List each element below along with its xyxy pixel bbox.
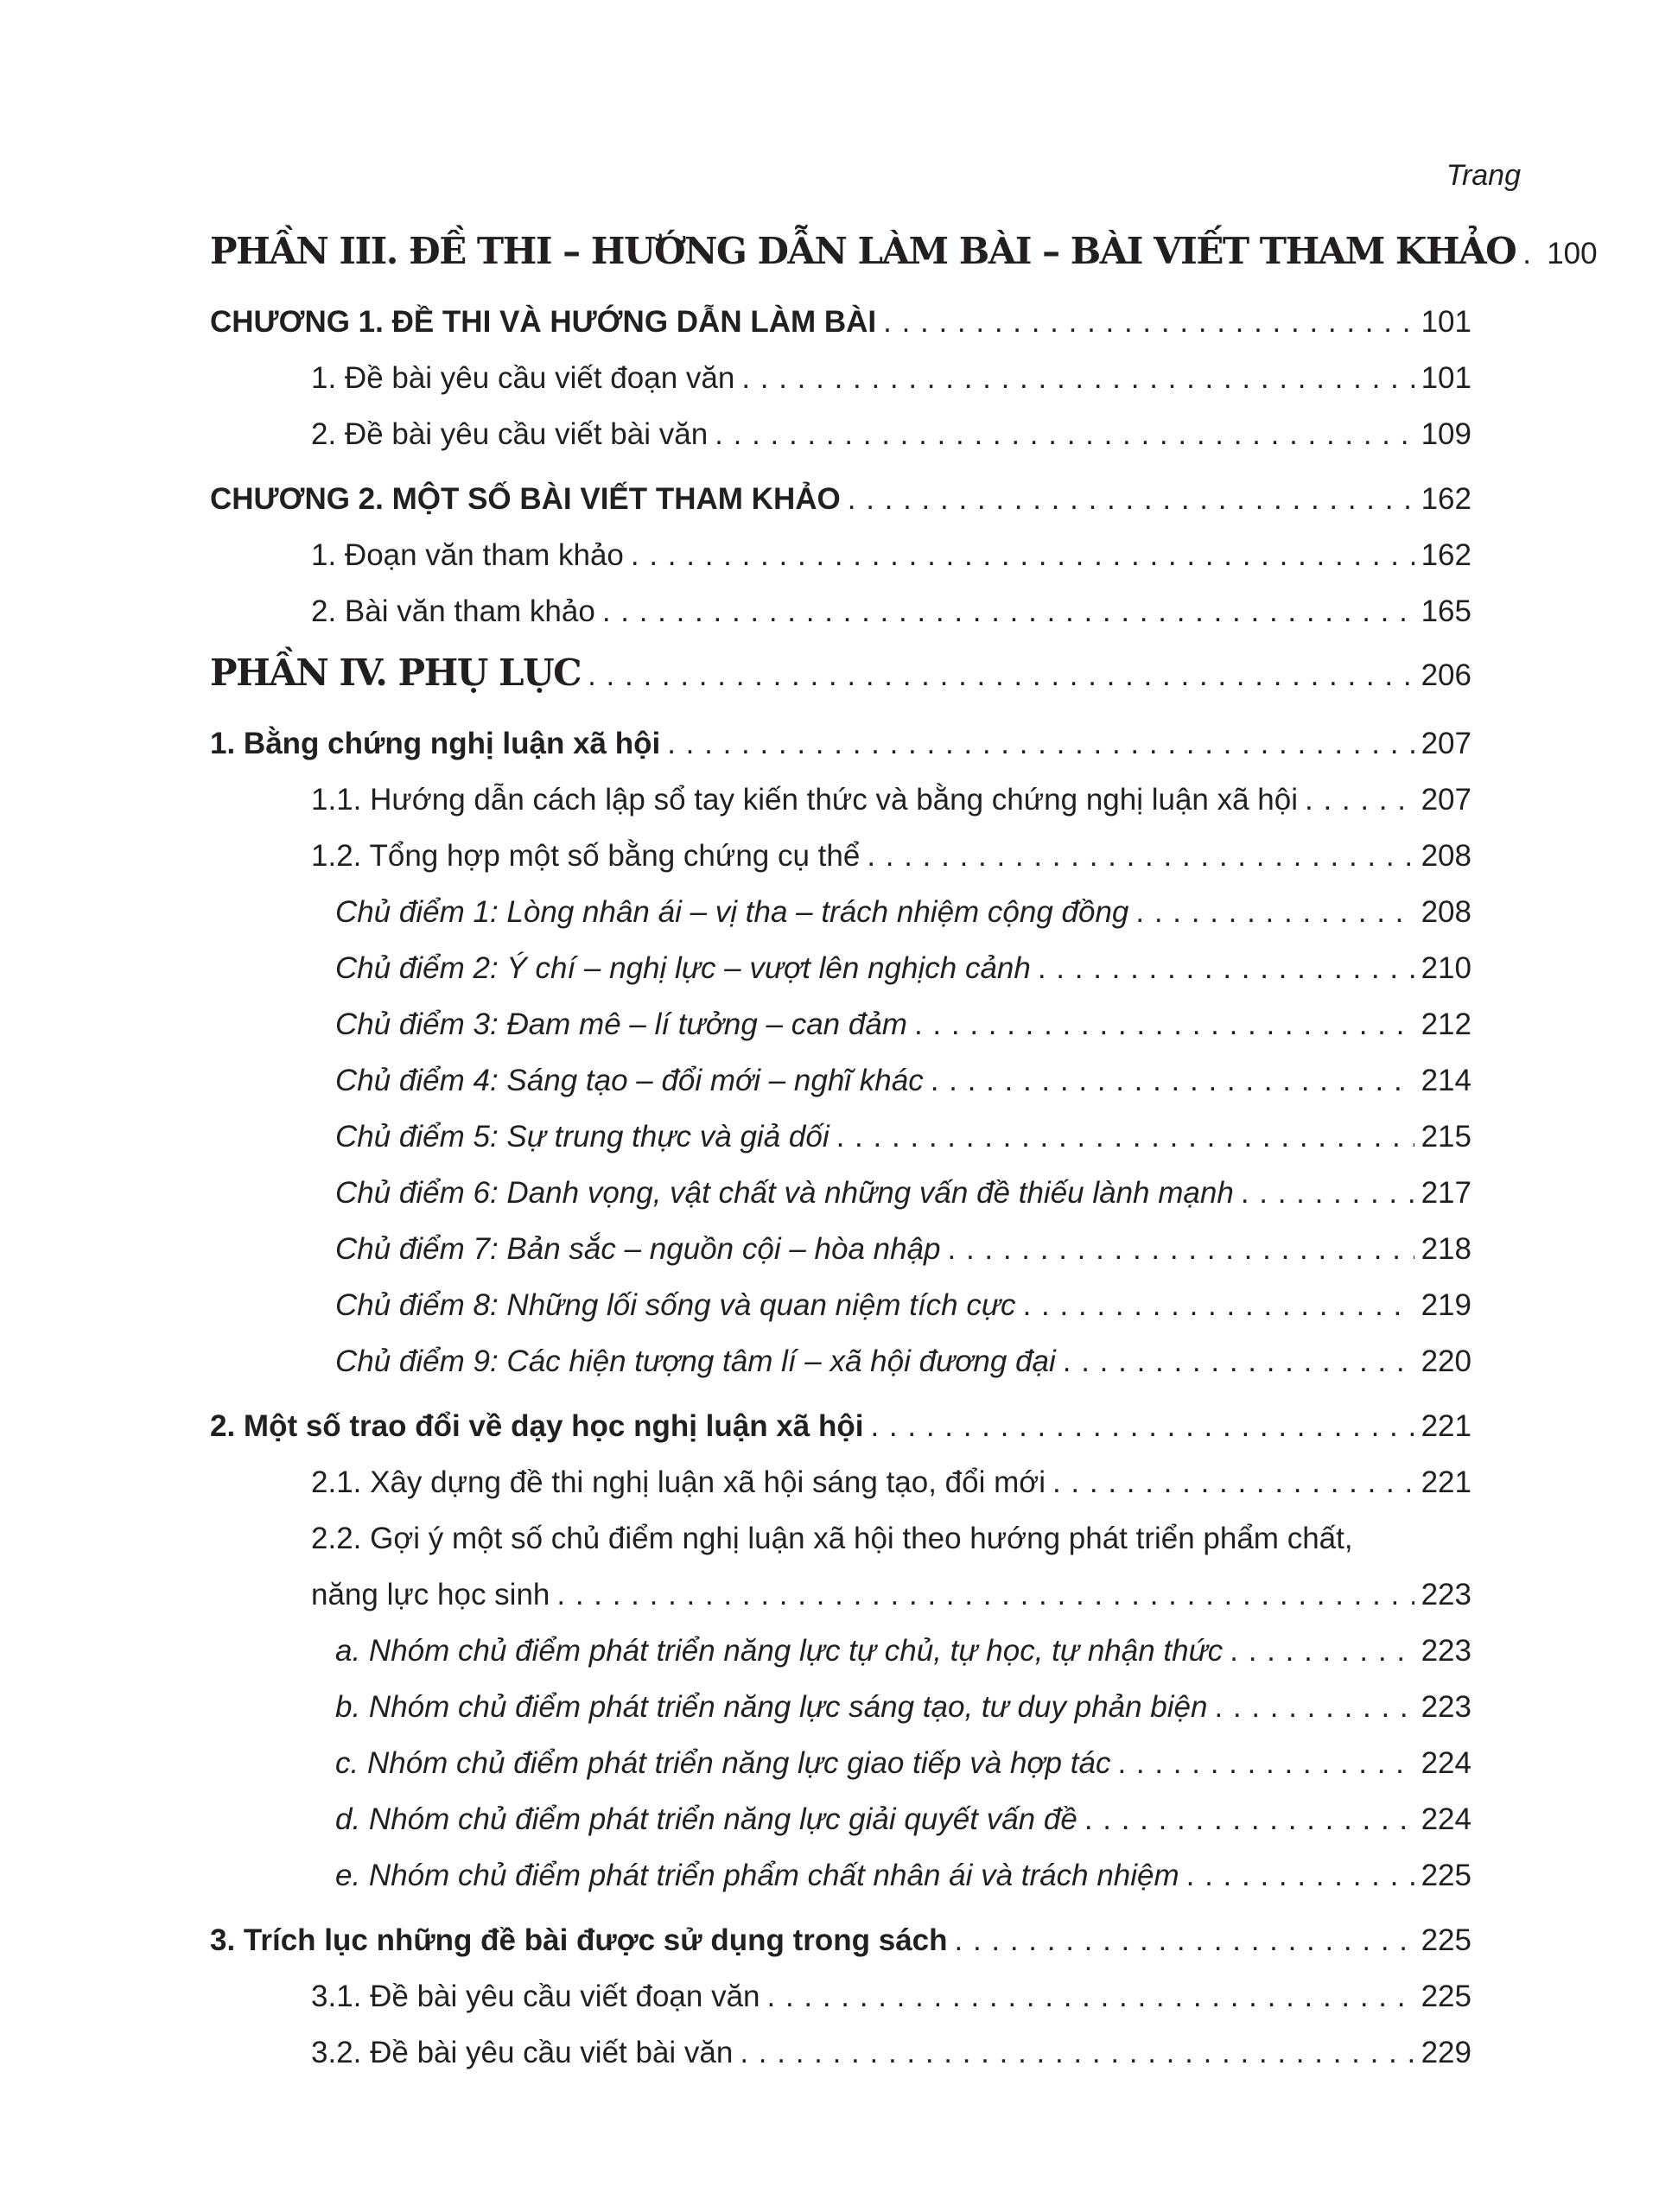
toc-page-number: 100 xyxy=(1547,237,1598,270)
dot-leader xyxy=(914,996,1414,1052)
toc-page-number: 165 xyxy=(1421,594,1471,628)
toc-title: Chủ điểm 4: Sáng tạo – đổi mới – nghĩ khác xyxy=(335,1064,924,1097)
dot-leader xyxy=(1230,1623,1414,1679)
toc-page-number: 218 xyxy=(1421,1232,1471,1266)
toc-title: 1.1. Hướng dẫn cách lập sổ tay kiến thức và bằng chứng nghị luận xã hội xyxy=(311,783,1299,817)
dot-leader xyxy=(1038,940,1414,996)
toc-page-number: 224 xyxy=(1421,1746,1471,1780)
toc-part-3[interactable] xyxy=(210,218,1598,285)
toc-subitem[interactable] xyxy=(210,1679,1471,1735)
table-of-contents xyxy=(210,218,1598,2081)
toc-page-number: 212 xyxy=(1421,1007,1471,1041)
toc-page-number: 225 xyxy=(1421,1923,1471,1957)
toc-page-number: 223 xyxy=(1421,1578,1471,1611)
toc-title: năng lực học sinh xyxy=(311,1578,550,1611)
toc-item-line-1[interactable] xyxy=(210,1510,1471,1567)
toc-subitem[interactable] xyxy=(210,1052,1471,1109)
toc-item[interactable] xyxy=(210,527,1471,583)
dot-leader xyxy=(631,527,1414,583)
toc-title: Chủ điểm 8: Những lối sống và quan niệm tích cực xyxy=(335,1288,1016,1322)
dot-leader xyxy=(1063,1333,1414,1389)
toc-title: 3.1. Đề bài yêu cầu viết đoạn văn xyxy=(311,1980,760,2013)
toc-page-number: 208 xyxy=(1421,895,1471,929)
dot-leader xyxy=(1186,1847,1414,1904)
toc-page-number: 221 xyxy=(1421,1465,1471,1499)
toc-page-number: 207 xyxy=(1421,783,1471,817)
toc-item[interactable] xyxy=(210,828,1471,884)
toc-subitem[interactable] xyxy=(210,1735,1471,1791)
dot-leader xyxy=(948,1221,1414,1277)
toc-subitem[interactable] xyxy=(210,1623,1471,1679)
dot-leader xyxy=(1117,1735,1414,1791)
dot-leader xyxy=(1052,1454,1414,1510)
dot-leader xyxy=(870,1398,1414,1454)
dot-leader xyxy=(883,294,1414,350)
toc-chapter-2[interactable] xyxy=(210,471,1471,527)
toc-title: Chủ điểm 1: Lòng nhân ái – vị tha – trách nhiệm cộng đồng xyxy=(335,895,1129,929)
toc-subitem[interactable] xyxy=(210,1221,1471,1277)
toc-title: 3. Trích lục những đề bài được sử dụng trong sách xyxy=(210,1923,948,1957)
toc-page-number: 215 xyxy=(1421,1120,1471,1154)
dot-leader xyxy=(740,2024,1414,2081)
toc-title: Chủ điểm 5: Sự trung thực và giả dối xyxy=(335,1120,830,1154)
dot-leader xyxy=(715,406,1414,462)
toc-section-2[interactable] xyxy=(210,1398,1471,1454)
dot-leader xyxy=(767,1968,1414,2024)
toc-subitem[interactable] xyxy=(210,1791,1471,1847)
toc-title: c. Nhóm chủ điểm phát triển năng lực giao tiếp và hợp tác xyxy=(335,1746,1111,1780)
toc-page-number: 214 xyxy=(1421,1064,1471,1097)
toc-title: Chủ điểm 6: Danh vọng, vật chất và những vấn đề thiếu lành mạnh xyxy=(335,1176,1234,1210)
toc-title: Chủ điểm 3: Đam mê – lí tưởng – can đảm xyxy=(335,1007,907,1041)
toc-title: 3.2. Đề bài yêu cầu viết bài văn xyxy=(311,2036,734,2069)
toc-title: Chủ điểm 9: Các hiện tượng tâm lí – xã hội đương đại xyxy=(335,1344,1056,1378)
toc-subitem[interactable] xyxy=(210,1847,1471,1904)
dot-leader xyxy=(1023,1277,1414,1333)
toc-subitem[interactable] xyxy=(210,1109,1471,1165)
toc-page-number: 223 xyxy=(1421,1634,1471,1668)
toc-title: b. Nhóm chủ điểm phát triển năng lực sáng tạo, tư duy phản biện xyxy=(335,1690,1208,1724)
toc-page-number: 225 xyxy=(1421,1980,1471,2013)
dot-leader xyxy=(1214,1679,1414,1735)
toc-title: a. Nhóm chủ điểm phát triển năng lực tự chủ, tự học, tự nhận thức xyxy=(335,1634,1224,1668)
toc-page-number: 101 xyxy=(1421,305,1471,339)
toc-subitem[interactable] xyxy=(210,1333,1471,1389)
page-column-label: Trang xyxy=(1446,159,1521,192)
toc-title: d. Nhóm chủ điểm phát triển năng lực giải quyết vấn đề xyxy=(335,1802,1077,1836)
toc-title: 2. Đề bài yêu cầu viết bài văn xyxy=(311,417,709,451)
toc-title: Chủ điểm 2: Ý chí – nghị lực – vượt lên nghịch cảnh xyxy=(335,951,1031,985)
toc-page-number: 229 xyxy=(1421,2036,1471,2069)
dot-leader xyxy=(588,642,1414,709)
toc-title: Chủ điểm 7: Bản sắc – nguồn cội – hòa nhập xyxy=(335,1232,941,1266)
toc-page-number: 225 xyxy=(1421,1859,1471,1892)
toc-item[interactable] xyxy=(210,350,1471,406)
toc-item[interactable] xyxy=(210,1968,1471,2024)
toc-item[interactable] xyxy=(210,1454,1471,1510)
dot-leader xyxy=(867,828,1414,884)
dot-leader xyxy=(836,1109,1414,1165)
toc-page-number: 220 xyxy=(1421,1344,1471,1378)
toc-part-4[interactable] xyxy=(210,639,1471,707)
toc-page-number: 219 xyxy=(1421,1288,1471,1322)
toc-section-1[interactable] xyxy=(210,715,1471,772)
toc-title: 1. Bằng chứng nghị luận xã hội xyxy=(210,727,661,760)
dot-leader xyxy=(1241,1165,1414,1221)
toc-title: PHẦN III. ĐỀ THI – HƯỚNG DẪN LÀM BÀI – BÀI VIẾT THAM KHẢO xyxy=(210,230,1516,272)
dot-leader xyxy=(1135,884,1414,940)
toc-item[interactable] xyxy=(210,2024,1471,2081)
dot-leader xyxy=(955,1912,1414,1968)
toc-subitem[interactable] xyxy=(210,884,1471,940)
toc-subitem[interactable] xyxy=(210,1165,1471,1221)
toc-title: 2.1. Xây dựng đề thi nghị luận xã hội sáng tạo, đổi mới xyxy=(311,1465,1046,1499)
dot-leader xyxy=(1084,1791,1414,1847)
dot-leader xyxy=(741,350,1414,406)
toc-title: 1. Đoạn văn tham khảo xyxy=(311,538,624,572)
toc-subitem[interactable] xyxy=(210,940,1471,996)
toc-page-number: 210 xyxy=(1421,951,1471,985)
dot-leader xyxy=(1305,772,1414,828)
toc-page-number: 162 xyxy=(1421,538,1471,572)
toc-item[interactable] xyxy=(210,406,1471,462)
toc-chapter-1[interactable] xyxy=(210,294,1471,350)
toc-title: 2. Bài văn tham khảo xyxy=(311,594,595,628)
toc-page-number: 224 xyxy=(1421,1802,1471,1836)
toc-subitem[interactable] xyxy=(210,996,1471,1052)
toc-page-number: 223 xyxy=(1421,1690,1471,1724)
dot-leader xyxy=(1522,220,1540,288)
dot-leader xyxy=(848,471,1414,527)
toc-title: 1. Đề bài yêu cầu viết đoạn văn xyxy=(311,361,735,395)
toc-section-3[interactable] xyxy=(210,1912,1471,1968)
toc-item-line-2[interactable] xyxy=(210,1567,1471,1623)
toc-page-number: 208 xyxy=(1421,839,1471,873)
toc-title: 2. Một số trao đổi về dạy học nghị luận xã hội xyxy=(210,1409,864,1443)
dot-leader xyxy=(556,1567,1414,1623)
dot-leader xyxy=(931,1052,1414,1109)
dot-leader xyxy=(667,715,1414,772)
toc-item[interactable] xyxy=(210,583,1471,639)
toc-page-number: 221 xyxy=(1421,1409,1471,1443)
toc-title: CHƯƠNG 1. ĐỀ THI VÀ HƯỚNG DẪN LÀM BÀI xyxy=(210,305,877,339)
toc-page-number: 162 xyxy=(1421,482,1471,516)
toc-page-number: 217 xyxy=(1421,1176,1471,1210)
toc-page-number: 207 xyxy=(1421,727,1471,760)
toc-page-number: 109 xyxy=(1421,417,1471,451)
toc-item[interactable] xyxy=(210,772,1471,828)
toc-title: e. Nhóm chủ điểm phát triển phẩm chất nhân ái và trách nhiệm xyxy=(335,1859,1179,1892)
dot-leader xyxy=(602,583,1414,639)
toc-page-number: 101 xyxy=(1421,361,1471,395)
toc-title: 2.2. Gợi ý một số chủ điểm nghị luận xã hội theo hướng phát triển phẩm chất, xyxy=(311,1522,1353,1555)
toc-subitem[interactable] xyxy=(210,1277,1471,1333)
toc-title: PHẦN IV. PHỤ LỤC xyxy=(210,652,582,694)
toc-title: 1.2. Tổng hợp một số bằng chứng cụ thể xyxy=(311,839,861,873)
toc-title: CHƯƠNG 2. MỘT SỐ BÀI VIẾT THAM KHẢO xyxy=(210,482,841,516)
toc-page-number: 206 xyxy=(1421,658,1471,692)
